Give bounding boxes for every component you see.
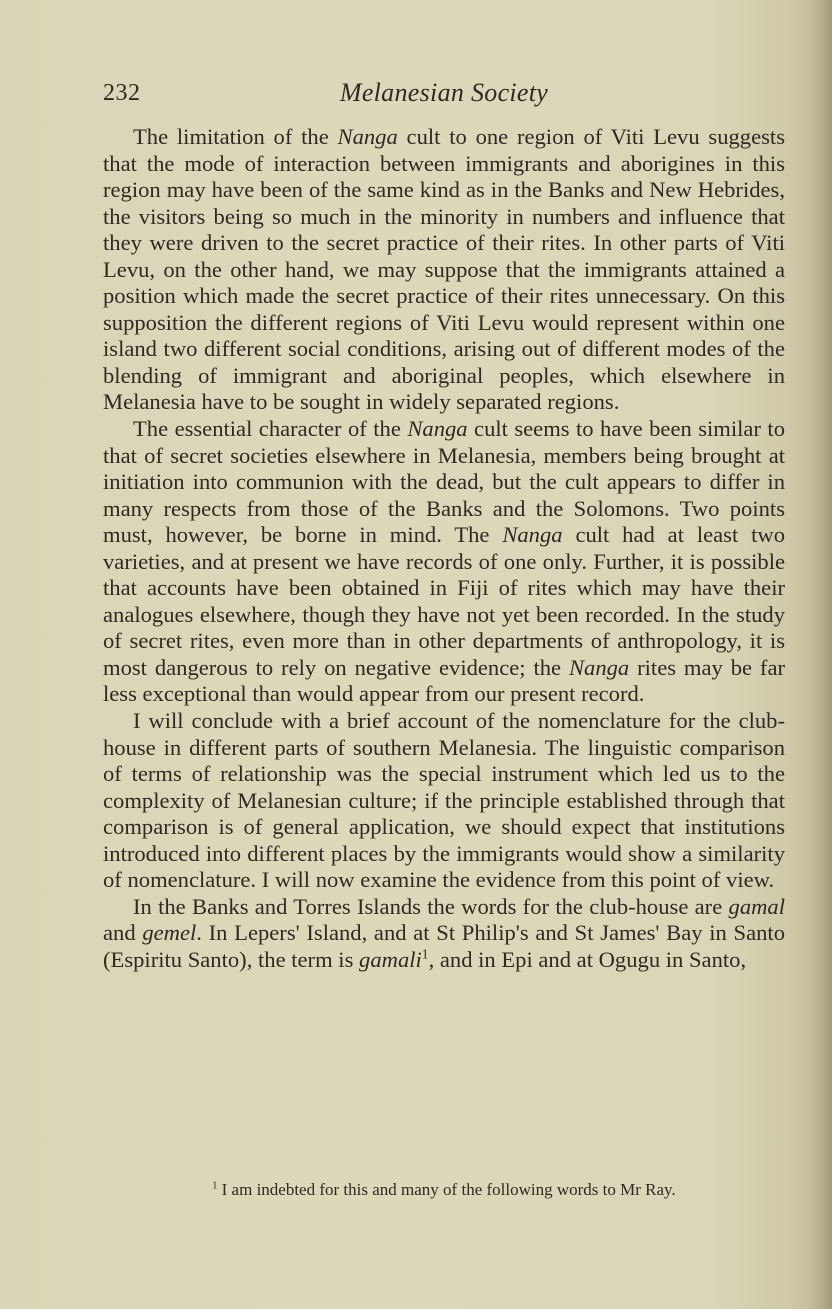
italic-term: Nanga xyxy=(407,416,468,442)
italic-term: Nanga xyxy=(568,654,630,680)
footnote-marker: 1 xyxy=(212,1180,218,1192)
text-run: , and in Epi and at Ogugu in Santo, xyxy=(428,946,747,972)
italic-term: Nanga xyxy=(502,522,563,548)
paragraph xyxy=(103,416,785,708)
text-run: The essential character of the xyxy=(133,416,408,442)
body-text xyxy=(103,124,785,974)
page-gutter-shadow xyxy=(810,0,832,1309)
footnote-text: I am indebted for this and many of the following words to Mr Ray. xyxy=(221,1180,676,1199)
paragraph xyxy=(103,894,785,974)
italic-term: gamal xyxy=(728,893,785,919)
text-run: I will conclude with a brief account of the nomenclature for the club-house in different parts of southern Melanesia. The linguistic comparison of terms of relationship was the special instrument which led us to the complexity of Melanesian culture; if the principle established through that comparison is of general application, we should expect that institutions introduced into different places by the immigrants would show a similarity of nomenclature. I will now examine the evidence from this point of view. xyxy=(103,708,785,893)
footnote xyxy=(103,1180,785,1200)
text-run: and xyxy=(103,920,143,946)
text-run: In the Banks and Torres Islands the words for the club-house are xyxy=(133,893,729,919)
italic-term: gemel xyxy=(142,920,197,946)
text-run: The limitation of the xyxy=(133,124,338,149)
paragraph xyxy=(103,124,785,416)
page-header xyxy=(103,78,785,110)
text-run: cult to one region of Viti Levu suggests that the mode of interaction between immigrants and aborigines in this region may have been of the same kind as in the Banks and New Hebrides, the visitors being so much in the minority in numbers and influence that they were driven to the secret practice of their rites. In other parts of Viti Levu, on the other hand, we may suppose that the immigrants attained a position which made the secret practice of their rites unnecessary. On this supposition the different regions of Viti Levu would represent within one island two different social conditions, arising out of different modes of the blending of immigrant and aboriginal peoples, which elsewhere in Melanesia have to be sought in widely separated regions. xyxy=(103,124,785,415)
text-run: cult had at least two varieties, and at present we have records of one only. Further, it is possible that accounts have been obtained in Fiji of rites which may have their analogues elsewhere, though they have not yet been recorded. In the study of secret rites, even more than in other departments of anthropology, it is most dangerous to rely on negative evidence; the xyxy=(103,522,785,680)
page-number: 232 xyxy=(103,80,141,106)
text-run: rites may be far less exceptional than would appear from our present record. xyxy=(103,654,785,707)
paragraph xyxy=(103,708,785,894)
text-run: cult seems to have been similar to that of secret societies elsewhere in Melanesia, members being brought at initiation into communion with the dead, but the cult appears to differ in many respects from those of the Banks and the Solomons. Two points must, however, be borne in mind. The xyxy=(103,416,785,548)
footnote-reference: 1 xyxy=(421,946,429,962)
italic-term: gamali xyxy=(359,946,422,972)
italic-term: Nanga xyxy=(337,124,398,149)
running-title: Melanesian Society xyxy=(339,78,549,107)
text-run: . In Lepers' Island, and at St Philip's and St James' Bay in Santo (Espiritu Santo), the term is xyxy=(103,920,785,972)
